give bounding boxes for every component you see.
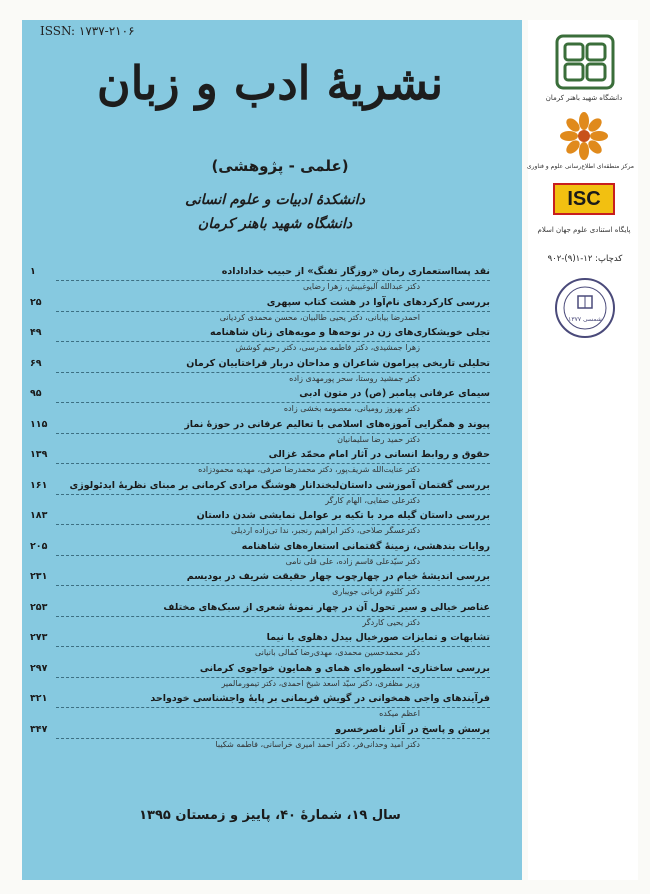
toc-entry-title: پیوند و همگرایی آموزه‌های اسلامی با تعالیم عرفانی در حوزهٔ نماز bbox=[56, 418, 490, 434]
toc-entry-title: تشابهات و تمایزات صورخیال بیدل دهلوی با نیما bbox=[56, 631, 490, 647]
institution-faculty: دانشکدهٔ ادبیات و علوم انسانی bbox=[185, 192, 365, 208]
toc-entry-page: ۱۳۹ bbox=[30, 449, 48, 460]
toc-entry bbox=[30, 509, 490, 540]
toc-entry-authors: دکترعلی صفایی، الهام کارگر bbox=[325, 495, 420, 505]
toc-entry-page: ۲۰۵ bbox=[30, 540, 48, 552]
toc-entry-title: سیمای عرفانی پیامبر (ص) در متون ادبی bbox=[56, 387, 490, 403]
toc-entry-page: ۹۵ bbox=[30, 388, 42, 399]
journal-title: نشریهٔ ادب و زبان bbox=[96, 56, 444, 110]
toc-entry-page: ۱۱۵ bbox=[30, 418, 48, 430]
toc-entry-page: ۲۵ bbox=[30, 296, 42, 308]
toc-entry bbox=[30, 723, 490, 754]
toc-entry bbox=[30, 326, 490, 357]
toc-entry-authors: دکتر امید وحدانی‌فر، دکتر احمد امیری خراسانی، فاطمه شکیبا bbox=[215, 739, 420, 749]
toc-entry-authors: دکتر جمشید روستا، سحر پورمهدی زاده bbox=[289, 373, 420, 383]
toc-entry bbox=[30, 448, 490, 479]
seal-text: شمسی ۱۳۷۷ bbox=[568, 316, 602, 323]
toc-entry-page: ۱۶۱ bbox=[30, 479, 48, 491]
toc-entry-title: تجلی خویشکاری‌های زن در نوحه‌ها و مویه‌های زنان شاهنامه bbox=[56, 326, 490, 342]
toc-entry bbox=[30, 540, 490, 571]
toc-entry-title: بررسی گفتمان آموزشی داستان‌لبخندانار هوشنگ مرادی کرمانی بر مبنای نظریهٔ ایدئولوژی bbox=[56, 479, 490, 495]
toc-entry-authors: دکتر حمید رضا سلیمانیان bbox=[337, 434, 420, 444]
toc-entry-title: بررسی کارکردهای نام‌آوا در هشت کتاب سپهری bbox=[56, 296, 490, 312]
library-seal-icon bbox=[553, 276, 617, 340]
toc-entry-title: بررسی اندیشهٔ خیام در چهارچوب چهار حقیقت شریف در بودیسم bbox=[56, 570, 490, 586]
institution bbox=[150, 188, 400, 236]
toc-entry-page: ۶۹ bbox=[30, 357, 42, 369]
toc-entry-authors: دکتر محمدحسین محمدی، مهدی‌رضا کمالی بانیانی bbox=[254, 648, 420, 657]
toc-entry bbox=[30, 692, 490, 723]
toc-entry-page: ۴۹ bbox=[30, 327, 42, 338]
issue-info: سال ۱۹، شمارهٔ ۴۰، پاییز و زمستان ۱۳۹۵ bbox=[139, 808, 401, 823]
toc-entry-title: بررسی داستان گیله مرد با تکیه بر عوامل نمایشی شدن داستان bbox=[56, 509, 490, 525]
toc-entry-authors: دکتر عنایت‌الله شریف‌پور، دکتر محمدرضا صرفی، مهدیه محمودزاده bbox=[198, 465, 420, 474]
toc-entry bbox=[30, 601, 490, 632]
center-label: مرکز منطقه‌ای اطلاع‌رسانی علوم و فناوری bbox=[526, 163, 634, 170]
toc-entry-page: ۲۵۳ bbox=[30, 601, 48, 613]
toc-entry-title: بررسی ساختاری- اسطوره‌ای همای و همایون خواجوی کرمانی bbox=[56, 662, 490, 678]
toc-entry bbox=[30, 418, 490, 449]
isc-label: پایگاه استنادی علوم جهان اسلام bbox=[537, 226, 631, 234]
university-logo-icon bbox=[555, 34, 615, 90]
toc-entry bbox=[30, 265, 490, 296]
issn: ISSN: ۱۷۳۷-۲۱۰۶ bbox=[40, 24, 135, 38]
university-label: دانشگاه شهید باهنر کرمان bbox=[545, 94, 623, 102]
isc-logo-text: ISC bbox=[567, 188, 601, 210]
toc-entry-title: فرآیندهای واجی همخوانی در گویش فریمانی بر پایهٔ واجشناسی خودواحد bbox=[56, 692, 490, 708]
toc-entry-page: ۳۲۱ bbox=[30, 693, 48, 704]
institution-university: دانشگاه شهید باهنر کرمان bbox=[197, 216, 353, 232]
isc-logo bbox=[553, 183, 615, 215]
toc-entry bbox=[30, 570, 490, 601]
toc-entry bbox=[30, 662, 490, 693]
toc-entry-authors: دکتر کلثوم قربانی جویباری bbox=[332, 587, 420, 596]
journal-subtitle: (علمی - پژوهشی) bbox=[211, 157, 349, 175]
toc-entry-page: ۲۷۳ bbox=[30, 632, 48, 643]
toc-entry-title: عناصر خیالی و سیر تحول آن در چهار نمونهٔ شعری از سبک‌های مختلف bbox=[56, 601, 490, 617]
print-code: کدچاپ: ۱۲-۱(۹)-۹۰۲ bbox=[547, 254, 623, 264]
toc-entry-authors: وزیر مظفری، دکتر سیّد اسعد شیخ احمدی، دکتر تیمورمالمیر bbox=[221, 678, 420, 688]
toc-entry-page: ۱ bbox=[30, 266, 36, 277]
toc-entry-authors: دکترعسگر صلاحی، دکتر ابراهیم رنجبر، ندا تی‌زاده اردیلی bbox=[231, 526, 420, 535]
toc-entry-title: تحلیلی تاریخی پیرامون شاعران و مداحان دربار قراختاییان کرمان bbox=[56, 357, 490, 373]
toc-entry bbox=[30, 296, 490, 327]
toc-entry-title: نقد پسااستعماری رمان «روزگار تفنگ» از حبیب خداداداده bbox=[56, 265, 490, 281]
toc-entry-title: پرسش و پاسخ در آثار ناصرخسرو bbox=[56, 723, 490, 739]
toc-entry-authors: دکتر بهروز رومیانی، معصومه بخشی زاده bbox=[283, 404, 420, 413]
toc-entry-authors: اعظم میکده bbox=[379, 709, 420, 718]
center-star-logo-icon bbox=[560, 112, 608, 160]
toc-entry bbox=[30, 479, 490, 510]
toc-entry bbox=[30, 357, 490, 388]
toc-entry-title: حقوق و روابط انسانی در آثار امام محمّد غزالی bbox=[56, 448, 490, 464]
toc-entry-title: روایات بندهشی، زمینهٔ گفتمانی استعاره‌های شاهنامه bbox=[56, 540, 490, 556]
toc-entry-authors: دکتر عبدالله آلبوغبیش، زهرا رضایی bbox=[302, 282, 420, 291]
toc-entry-authors: دکتر سیّدعلی قاسم زاده، علی قلی نامی bbox=[285, 556, 420, 566]
toc-entry-page: ۲۳۱ bbox=[30, 571, 48, 582]
toc-entry-page: ۳۴۷ bbox=[30, 723, 48, 735]
toc-entry bbox=[30, 387, 490, 418]
toc-entry-page: ۲۹۷ bbox=[30, 662, 48, 674]
toc-entry-authors: دکتر یحیی کاردگر bbox=[362, 617, 420, 627]
toc-entry bbox=[30, 631, 490, 662]
toc-entry-authors: احمدرضا بیابانی، دکتر یحیی طالبیان، محسن محمدی کردیانی bbox=[219, 312, 420, 322]
toc-entry-page: ۱۸۳ bbox=[30, 510, 48, 521]
toc-entry-authors: زهرا جمشیدی، دکتر فاطمه مدرسی، دکتر رحیم کوشش bbox=[235, 343, 420, 352]
table-of-contents bbox=[30, 265, 490, 753]
